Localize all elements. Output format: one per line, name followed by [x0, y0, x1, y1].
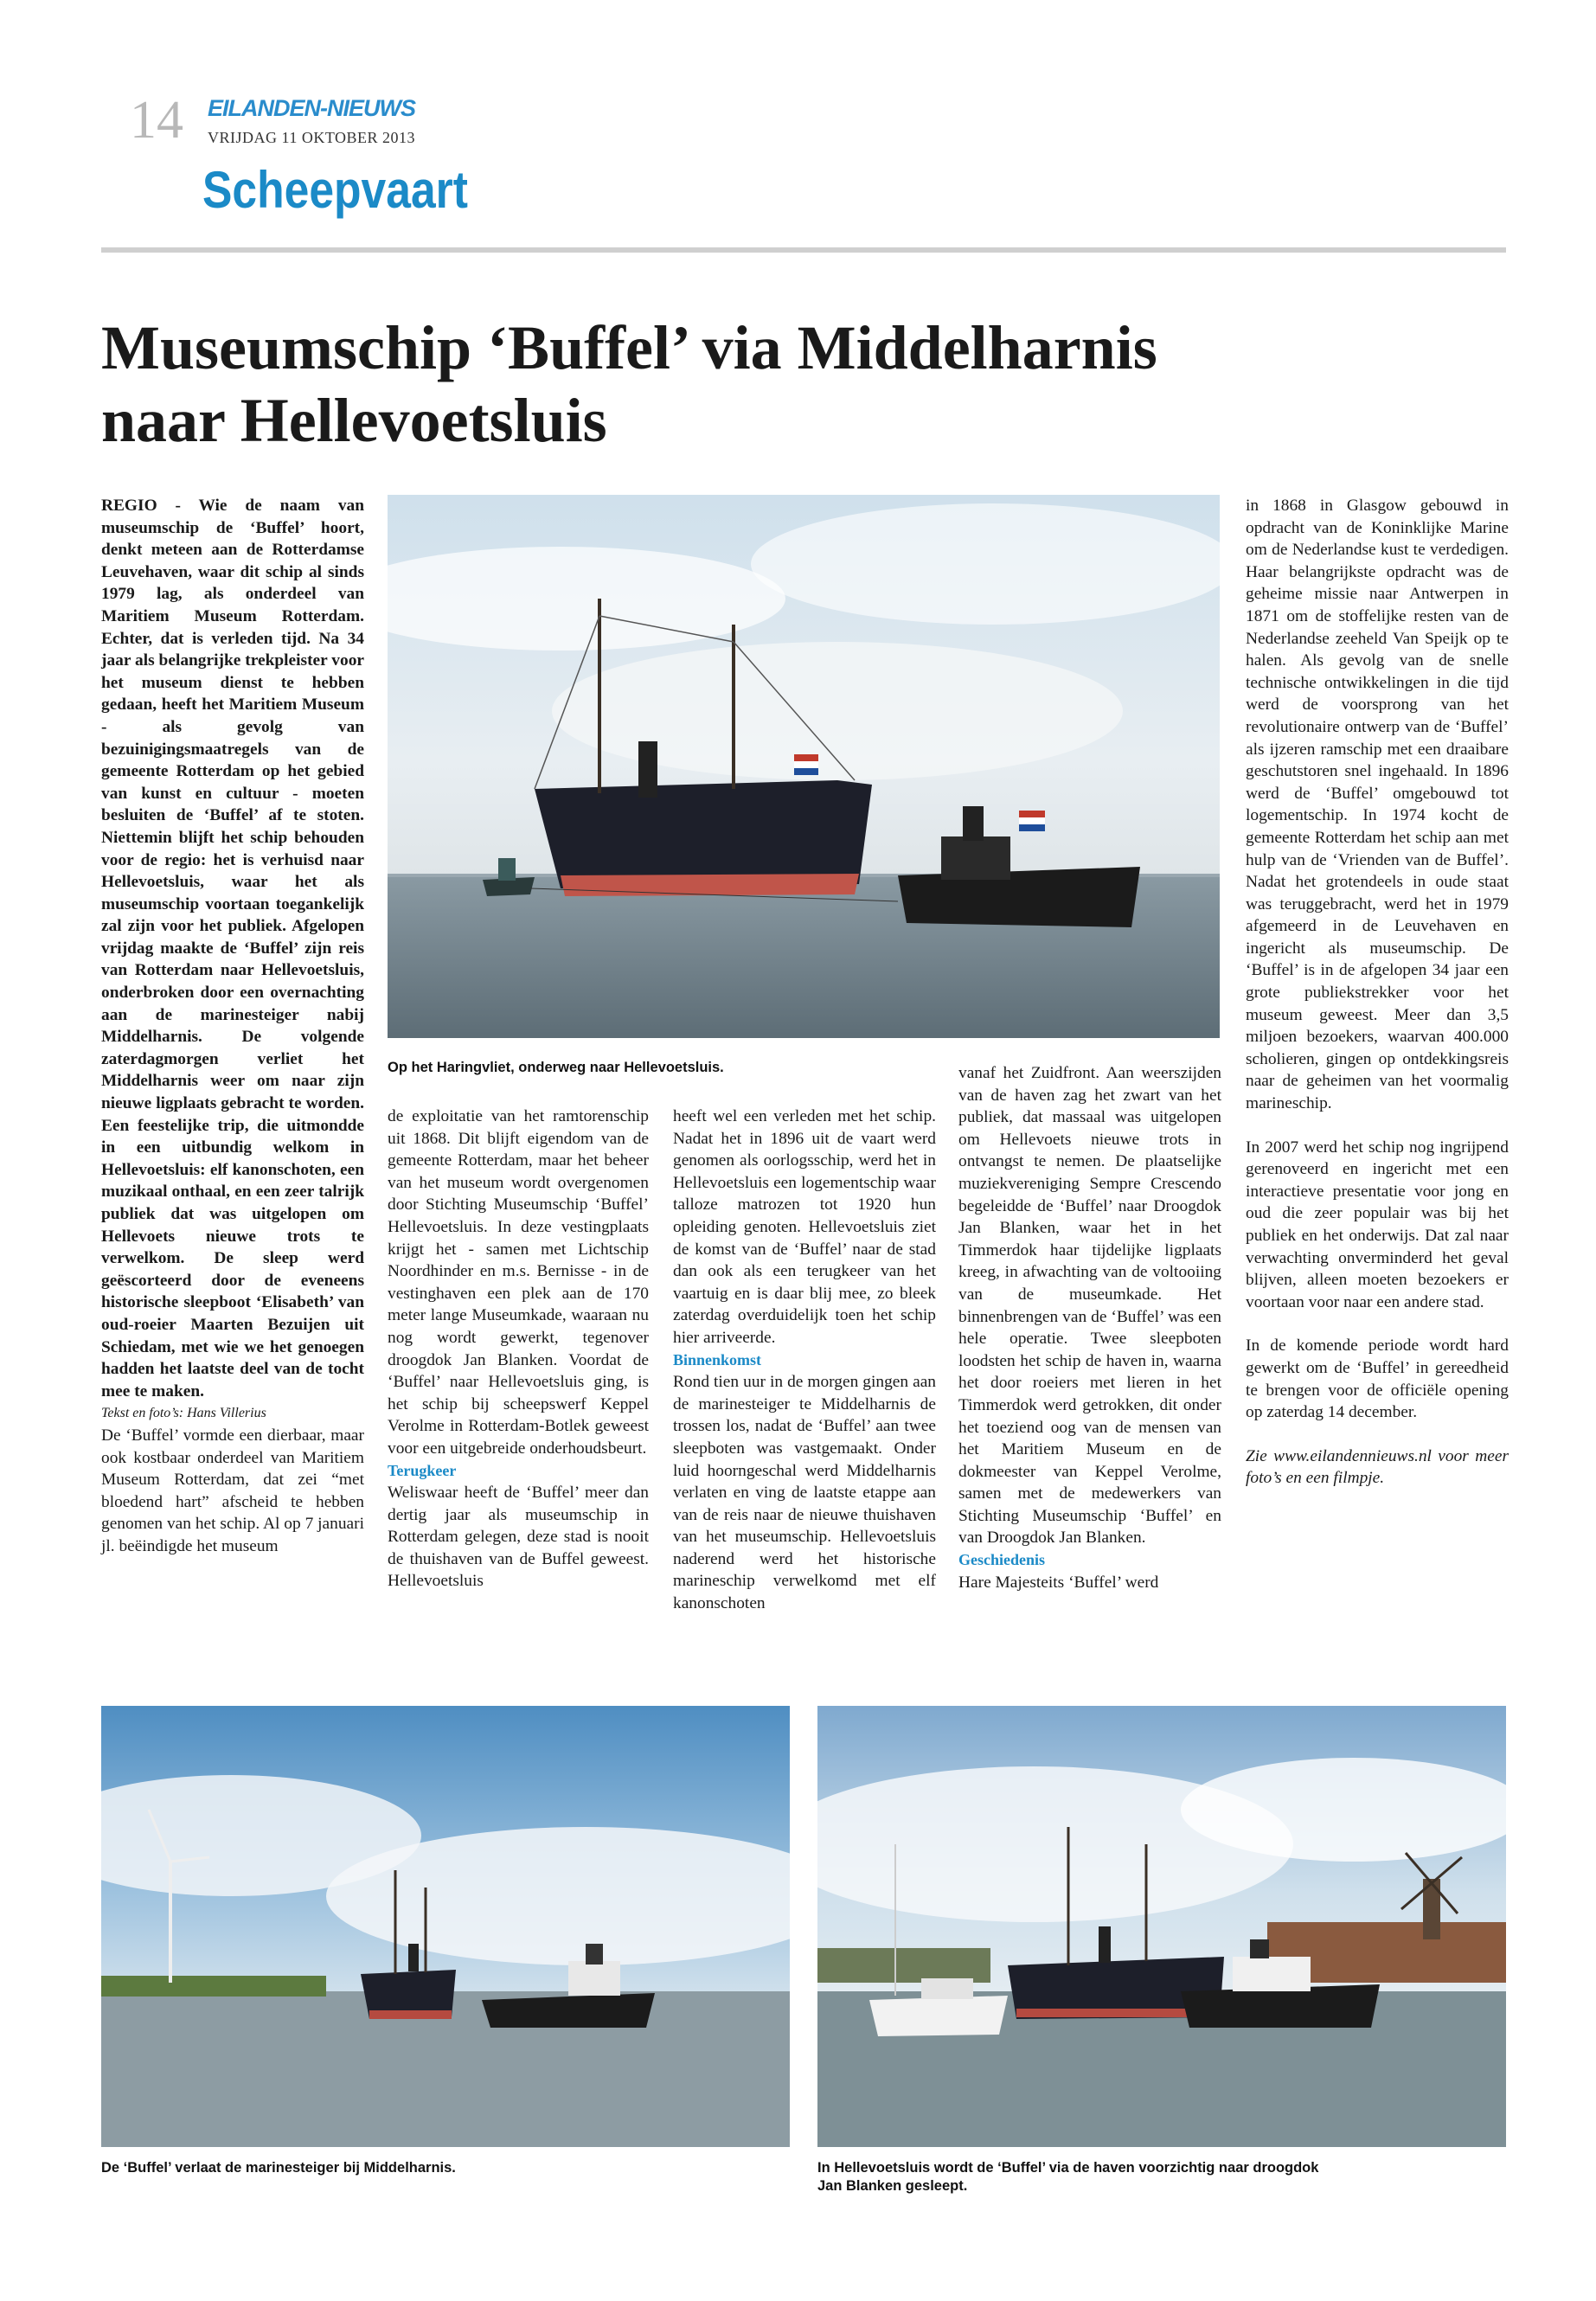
bottom-left-photo-leaving-middelharnis [101, 1706, 790, 2147]
col5-paragraph-2: In 2007 werd het schip nog ingrijpend gerenoveerd en ingericht met een interactieve presentatie voor jong en oud die zeer populair was bij het publiek en het onderwijs. Dat zal naar verwachting onverminderd het geval blijven, alleen moeten bezoekers er voortaan voor naar een andere stad. [1246, 1138, 1509, 1311]
lead-paragraph: REGIO - Wie de naam van museumschip de ‘Buffel’ hoort, denkt meteen aan de Rotterdamse Leuvehaven, waar dit schip al sinds 1979 lag, als onderdeel van Maritiem Museum Rotterdam. Echter, dat is verleden tijd. Na 34 jaar als belangrijke trekpleister voor het museum dienst te hebben gedaan, heeft het Maritiem Museum - als gevolg van bezuinigingsmaatregels van de gemeente Rotterdam op het gebied van kunst en cultuur - moeten besluiten de ‘Buffel’ af te stoten. Niettemin blijft het schip behouden voor de regio: het is verhuisd naar Hellevoetsluis, waar het als museumschip voortaan toegankelijk zal zijn voor het publiek. Afgelopen vrijdag maakte de ‘Buffel’ zijn reis van Rotterdam naar Hellevoetsluis, onderbroken door een overnachting aan de marinesteiger nabij Middelharnis. De volgende zaterdagmorgen verliet het Middelharnis weer om naar zijn nieuwe ligplaats gebracht te worden. Een feestelijke trip, die uitmondde in een uitbundig welkom in Hellevoetsluis: elf kanonschoten, een muzikaal onthaal, en een zeer talrijk publiek dat was uitgelopen om Hellevoets nieuwe trots te verwelkom. De sleep werd geëscorteerd door de eveneens historische sleepboot ‘Elisabeth’ van oud-roeier Maarten Bezuijen uit Schiedam, met wie we het genoegen hadden het laatste deel van de tocht mee te maken. [101, 497, 364, 1400]
column-1 [101, 495, 364, 1558]
header-rule [101, 247, 1506, 253]
col4-paragraph-2: Hare Majesteits ‘Buffel’ werd [958, 1573, 1159, 1592]
section-title: Scheepvaart [202, 161, 468, 219]
col5-web-link-note: Zie www.eilandennieuws.nl voor meer foto’s en een filmpje. [1246, 1446, 1509, 1488]
col3-paragraph-1: heeft wel een verleden met het schip. Nadat het in 1896 uit de vaart werd genomen als oorlogsschip, werd het in Hellevoetsluis een logementschip waar talloze matrozen tot 1920 hun opleiding genoten. Hellevoetsluis ziet de komst van de ‘Buffel’ naar de stad dan ook als een terugkeer van het vaartuig en is daar blij mee, zo bleek zaterdag overduidelijk toen het schip hier arriveerde. [673, 1107, 936, 1347]
main-photo-graphic [388, 495, 1220, 1038]
bottom-right-photo-graphic [817, 1706, 1506, 2147]
article-headline [101, 311, 1520, 457]
column-4 [958, 1062, 1221, 1593]
subhead-binnenkomst: Binnenkomst [673, 1350, 762, 1368]
main-photo-ship-under-tow [388, 495, 1220, 1038]
page-number: 14 [130, 91, 183, 150]
bottom-right-photo-hellevoetsluis-harbour [817, 1706, 1506, 2147]
issue-date: VRIJDAG 11 OKTOBER 2013 [208, 129, 416, 146]
column-2 [388, 1106, 649, 1593]
subhead-geschiedenis: Geschiedenis [958, 1551, 1046, 1569]
headline-line-2: naar Hellevoetsluis [101, 386, 607, 455]
column-5 [1246, 495, 1509, 1490]
photo-credit: Tekst en foto’s: Hans Villerius [101, 1406, 266, 1421]
col1-body: De ‘Buffel’ vormde een dierbaar, maar ook kostbaar onderdeel van Maritiem Museum Rotterdam, dat zei “met bloedend hart” afscheid te hebben genomen van het schip. Al op 7 januari jl. beëindigde het museum [101, 1426, 364, 1555]
col3-paragraph-2: Rond tien uur in de morgen gingen aan de marinesteiger te Middelharnis de trossen los, nadat de ‘Buffel’ aan twee sleepboten was vastgemaakt. Onder luid hoorngeschal werd Middelharnis verlaten en ving de laatste etappe aan van de reis naar de nieuwe thuishaven van het museumschip. Hellevoetsluis naderend werd het historische marineschip verwelkomd met elf kanonschoten [673, 1373, 936, 1613]
headline-line-1: Museumschip ‘Buffel’ via Middelharnis [101, 313, 1157, 382]
bottom-right-caption-line-2: Jan Blanken gesleept. [817, 2178, 968, 2194]
col2-paragraph-2: Weliswaar heeft de ‘Buffel’ meer dan dertig jaar als museumschip in Rotterdam gelegen, deze stad is nooit de thuishaven van de Buffel geweest. Hellevoetsluis [388, 1484, 649, 1591]
col5-paragraph-1: in 1868 in Glasgow gebouwd in opdracht van de Koninklijke Marine om de Nederlandse kust te verdedigen. Haar belangrijkste opdracht was de geheime missie naar Antwerpen in 1871 om de stoffelijke resten van de Nederlandse zeeheld Van Speijk op te halen. Als gevolg van de snelle technische ontwikkelingen in die tijd werd de voorsprong van het revolutionaire ontwerp van de ‘Buffel’ als ijzeren ramschip met een draaibare geschutstoren snel ingehaald. In 1896 werd de ‘Buffel’ omgebouwd tot logementschip. In 1974 kocht de gemeente Rotterdam het schip aan met hulp van de ‘Vrienden van de Buffel’. Nadat het grotendeels in oude staat was teruggebracht, werd het in 1979 afgemeerd in de Leuvehaven en ingericht als museumschip. De ‘Buffel’ is in de afgelopen 34 jaar een grote publiekstrekker voor het museum geweest. Meer dan 3,5 miljoen bezoekers, waarvan 400.000 scholieren, gingen op ontdekkingsreis naar de geheimen van het voormalig marineschip. [1246, 497, 1509, 1113]
bottom-right-caption [817, 2159, 1506, 2195]
col2-paragraph-1: de exploitatie van het ramtorenschip uit 1868. Dit blijft eigendom van de gemeente Rotterdam, maar het beheer van het museum wordt overgenomen door Stichting Museumschip ‘Buffel’ Hellevoetsluis. In deze vestingplaats krijgt het - samen met Lichtschip Noordhinder en m.s. Bernisse - in de vestinghaven een plek aan de 170 meter lange Museumkade, waaraan nu nog wordt gewerkt, tegenover droogdok Jan Blanken. Voordat de ‘Buffel’ naar Hellevoetsluis ging, is het schip bij scheepswerf Keppel Verolme in Rotterdam-Botlek geweest voor een uitgebreide onderhoudsbeurt. [388, 1107, 649, 1458]
bottom-left-caption: De ‘Buffel’ verlaat de marinesteiger bij Middelharnis. [101, 2160, 456, 2176]
main-photo-caption: Op het Haringvliet, onderweg naar Hellevoetsluis. [388, 1060, 724, 1075]
col4-paragraph-1: vanaf het Zuidfront. Aan weerszijden van de haven zag het zwart van het publiek, dat massaal was uitgelopen om Hellevoets nieuwe trots in ontvangst te nemen. De plaatselijke muziekvereniging Sempre Crescendo begeleidde de ‘Buffel’ naar Droogdok Jan Blanken, waar het in het Timmerdok haar tijdelijke ligplaats kreeg, in afwachting van de voltooiing van de museumkade. Het binnenbrengen van de ‘Buffel’ was een hele operatie. Twee sleepboten loodsten het schip de haven in, waarna het door roeiers met lieren in het Timmerdok werd getrokken, dit onder het toeziend oog van de mensen van het Maritiem Museum en de dokmeester van Keppel Verolme, samen met de medewerkers van Stichting Museumschip ‘Buffel’ en van Droogdok Jan Blanken. [958, 1064, 1221, 1548]
column-3 [673, 1106, 936, 1615]
bottom-right-caption-line-1: In Hellevoetsluis wordt de ‘Buffel’ via de haven voorzichtig naar droogdok [817, 2160, 1319, 2176]
col5-paragraph-3: In de komende periode wordt hard gewerkt om de ‘Buffel’ in gereedheid te brengen voor de officiële opening op zaterdag 14 december. [1246, 1336, 1509, 1422]
newspaper-logo: EILANDEN-NIEUWS [208, 95, 415, 121]
bottom-left-photo-graphic [101, 1706, 790, 2147]
subhead-terugkeer: Terugkeer [388, 1461, 457, 1479]
